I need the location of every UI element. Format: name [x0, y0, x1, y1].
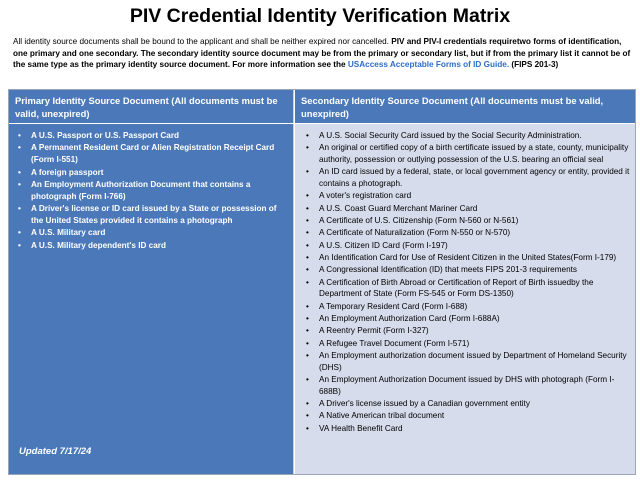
primary-column-header: Primary Identity Source Document (All documents must be valid, unexpired): [9, 90, 294, 123]
secondary-document-item: [305, 301, 631, 313]
bullet-icon: •: [18, 131, 21, 140]
list-item-text: A foreign passport: [31, 167, 104, 177]
list-item-text: A Certification of Birth Abroad or Certification of Report of Birth issuedby the Department of State (Form FS-545 or Form DS-1350): [319, 277, 594, 299]
secondary-document-item: [305, 350, 631, 374]
intro-plain-text: All identity source documents shall be bound to the applicant and shall be neither expired nor cancelled.: [13, 37, 392, 46]
bullet-icon: •: [18, 240, 21, 250]
list-item-text: A Refugee Travel Document (Form I-571): [319, 338, 470, 348]
secondary-document-item: [305, 252, 631, 264]
secondary-document-item: [305, 423, 631, 435]
primary-document-item: [17, 130, 287, 142]
list-item-text: VA Health Benefit Card: [319, 423, 403, 433]
bullet-icon: •: [306, 252, 309, 262]
list-item-text: A U.S. Citizen ID Card (Form I-197): [319, 240, 448, 250]
primary-document-item: [17, 179, 287, 203]
list-item-text: An Employment authorization document issued by Department of Homeland Security (DHS): [319, 350, 627, 372]
list-item-text: A Temporary Resident Card (Form I-688): [319, 301, 468, 311]
bullet-icon: •: [306, 203, 309, 213]
primary-column: [9, 124, 294, 474]
bullet-icon: •: [306, 338, 309, 348]
bullet-icon: •: [306, 228, 309, 238]
secondary-document-item: [305, 142, 631, 166]
bullet-icon: •: [306, 326, 309, 336]
list-item-text: An original or certified copy of a birth certificate issued by a state, county, municipality authority, possession or outlying possession of the U.S. bearing an official seal: [319, 143, 629, 165]
primary-document-item: [17, 240, 287, 252]
secondary-document-item: [305, 190, 631, 202]
secondary-document-item: [305, 398, 631, 410]
bullet-icon: •: [306, 313, 309, 323]
secondary-document-item: [305, 325, 631, 337]
secondary-document-list: [295, 124, 635, 434]
secondary-document-item: [305, 374, 631, 398]
verification-matrix: [8, 89, 636, 475]
intro-bold-text: PIV and PIV-I credentials requiretwo forms of identification, one primary and one secondary. The secondary identity source document may be from the primary or secondary list, but if from the primary list it cannot be of the same type as the primary identity source document. For more information see the: [13, 37, 631, 70]
list-item-text: A Reentry Permit (Form I-327): [319, 326, 429, 336]
list-item-text: A Certificate of U.S. Citizenship (Form N-560 or N-561): [319, 216, 519, 226]
bullet-icon: •: [306, 131, 309, 140]
primary-document-item: [17, 203, 287, 227]
primary-document-item: [17, 167, 287, 179]
intro-paragraph: [13, 36, 631, 71]
secondary-document-item: [305, 313, 631, 325]
list-item-text: A U.S. Military dependent's ID card: [31, 240, 166, 250]
bullet-icon: •: [306, 167, 309, 177]
primary-document-list: [9, 124, 293, 252]
secondary-document-item: [305, 264, 631, 276]
secondary-document-item: [305, 215, 631, 227]
bullet-icon: •: [18, 167, 21, 177]
bullet-icon: •: [306, 240, 309, 250]
list-item-text: A Permanent Resident Card or Alien Registration Receipt Card (Form I-551): [31, 143, 275, 165]
bullet-icon: •: [306, 143, 309, 153]
bullet-icon: •: [306, 423, 309, 433]
bullet-icon: •: [306, 411, 309, 421]
list-item-text: An Employment Authorization Card (Form I-688A): [319, 313, 500, 323]
secondary-document-item: [305, 227, 631, 239]
bullet-icon: •: [306, 350, 309, 360]
bullet-icon: •: [306, 277, 309, 287]
list-item-text: A voter's registration card: [319, 191, 412, 201]
list-item-text: A U.S. Coast Guard Merchant Mariner Card: [319, 203, 478, 213]
secondary-document-item: [305, 203, 631, 215]
list-item-text: An Employment Authorization Document that contains a photograph (Form I-766): [31, 179, 251, 201]
primary-document-item: [17, 227, 287, 239]
list-item-text: A Certificate of Naturalization (Form N-550 or N-570): [319, 228, 511, 238]
list-item-text: An Identification Card for Use of Resident Citizen in the United States(Form I-179): [319, 252, 617, 262]
updated-date: Updated 7/17/24: [19, 446, 92, 457]
secondary-column: [295, 124, 635, 474]
list-item-text: An Employment Authorization Document issued by DHS with photograph (Form I-688B): [319, 374, 615, 396]
intro-fips-reference: (FIPS 201-3): [509, 60, 559, 70]
bullet-icon: •: [18, 204, 21, 214]
list-item-text: A Native American tribal document: [319, 411, 445, 421]
bullet-icon: •: [306, 374, 309, 384]
secondary-document-item: [305, 410, 631, 422]
secondary-document-item: [305, 166, 631, 190]
list-item-text: A U.S. Social Security Card issued by the Social Security Administration.: [319, 131, 582, 140]
bullet-icon: •: [306, 301, 309, 311]
list-item-text: A Congressional Identification (ID) that meets FIPS 201-3 requirements: [319, 265, 578, 275]
secondary-document-item: [305, 130, 631, 142]
list-item-text: A Driver's license issued by a Canadian government entity: [319, 399, 530, 409]
secondary-column-header: Secondary Identity Source Document (All documents must be valid, unexpired): [295, 90, 635, 123]
list-item-text: A U.S. Passport or U.S. Passport Card: [31, 131, 180, 140]
secondary-document-item: [305, 240, 631, 252]
bullet-icon: •: [306, 191, 309, 201]
bullet-icon: •: [306, 216, 309, 226]
list-item-text: An ID card issued by a federal, state, or local government agency or entity, provided it contains a photograph.: [319, 167, 630, 189]
acceptable-forms-link[interactable]: USAccess Acceptable Forms of ID Guide.: [347, 60, 510, 70]
secondary-document-item: [305, 277, 631, 301]
list-item-text: A U.S. Military card: [31, 228, 106, 238]
page-title: PIV Credential Identity Verification Matrix: [129, 5, 511, 27]
bullet-icon: •: [306, 399, 309, 409]
bullet-icon: •: [306, 265, 309, 275]
bullet-icon: •: [18, 179, 21, 189]
secondary-document-item: [305, 338, 631, 350]
bullet-icon: •: [18, 143, 21, 153]
primary-document-item: [17, 142, 287, 166]
bullet-icon: •: [18, 228, 21, 238]
list-item-text: A Driver's license or ID card issued by a State or possession of the United States provided it contains a photograph: [31, 204, 277, 225]
